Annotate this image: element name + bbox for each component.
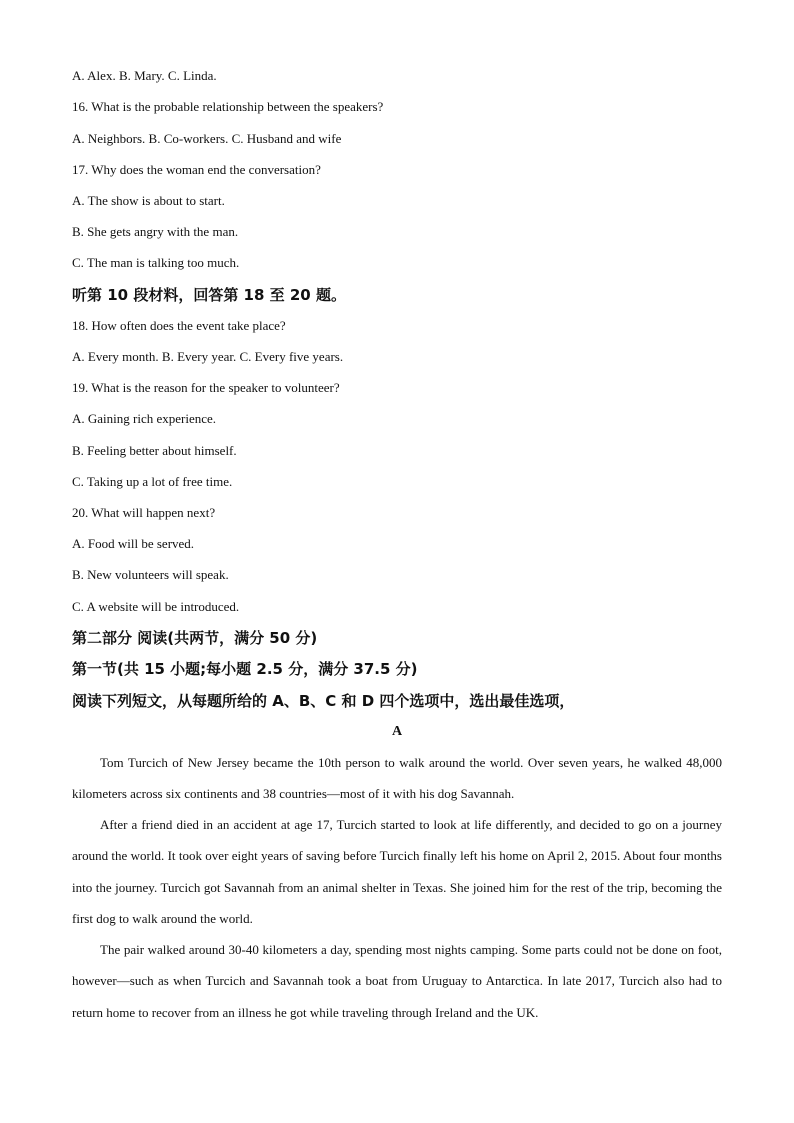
q17-option-a: A. The show is about to start. [72, 193, 225, 208]
q16-options: A. Neighbors. B. Co-workers. C. Husband and wife [72, 131, 342, 146]
q19-question: 19. What is the reason for the speaker to volunteer? [72, 380, 340, 395]
q19-option-b: B. Feeling better about himself. [72, 443, 237, 458]
passage-paragraph-3: The pair walked around 30-40 kilometers a day, spending most nights camping. Some parts could not be done on foot, however—such as when Turcich and Savannah took a boat from Uruguay to Antarctica. In late 2017, Turcich also had to return home to recover from an illness he got while traveling through Ireland and the UK. [72, 942, 722, 1020]
q19-option-a: A. Gaining rich experience. [72, 411, 217, 426]
q18-options: A. Every month. B. Every year. C. Every five years. [72, 349, 344, 364]
passage-paragraph-1: Tom Turcich of New Jersey became the 10th person to walk around the world. Over seven years, he walked 48,000 kilometers across six continents and 38 countries—most of it with his dog Savannah. [72, 755, 722, 802]
passage-title: A [391, 724, 403, 739]
section10-heading: 听第 10 段材料，回答第 18 至 20 题。 [72, 286, 346, 304]
section1-heading: 第一节(共 15 小题;每小题 2.5 分，满分 37.5 分) [72, 660, 418, 678]
q17-option-c: C. The man is talking too much. [72, 255, 240, 270]
q16-question: 16. What is the probable relationship between the speakers? [72, 99, 384, 114]
q20-option-b: B. New volunteers will speak. [72, 567, 229, 582]
q20-question: 20. What will happen next? [72, 505, 216, 520]
reading-instructions: 阅读下列短文，从每题所给的 A、B、C 和 D 四个选项中，选出最佳选项， [72, 692, 575, 710]
passage-paragraph-2: After a friend died in an accident at age 17, Turcich started to look at life differently, and decided to go on a journey around the world. It took over eight years of saving before Turcich finally left his home on April 2, 2015. About four months into the journey. Turcich got Savannah from an animal shelter in Texas. She joined him for the rest of the trip, becoming the first dog to walk around the world. [72, 817, 722, 926]
q19-option-c: C. Taking up a lot of free time. [72, 474, 233, 489]
part2-heading: 第二部分 阅读(共两节，满分 50 分) [72, 629, 318, 647]
q20-option-a: A. Food will be served. [72, 536, 195, 551]
q17-option-b: B. She gets angry with the man. [72, 224, 239, 239]
q15-options: A. Alex. B. Mary. C. Linda. [72, 68, 217, 83]
q17-question: 17. Why does the woman end the conversation? [72, 162, 321, 177]
q20-option-c: C. A website will be introduced. [72, 599, 240, 614]
q18-question: 18. How often does the event take place? [72, 318, 286, 333]
